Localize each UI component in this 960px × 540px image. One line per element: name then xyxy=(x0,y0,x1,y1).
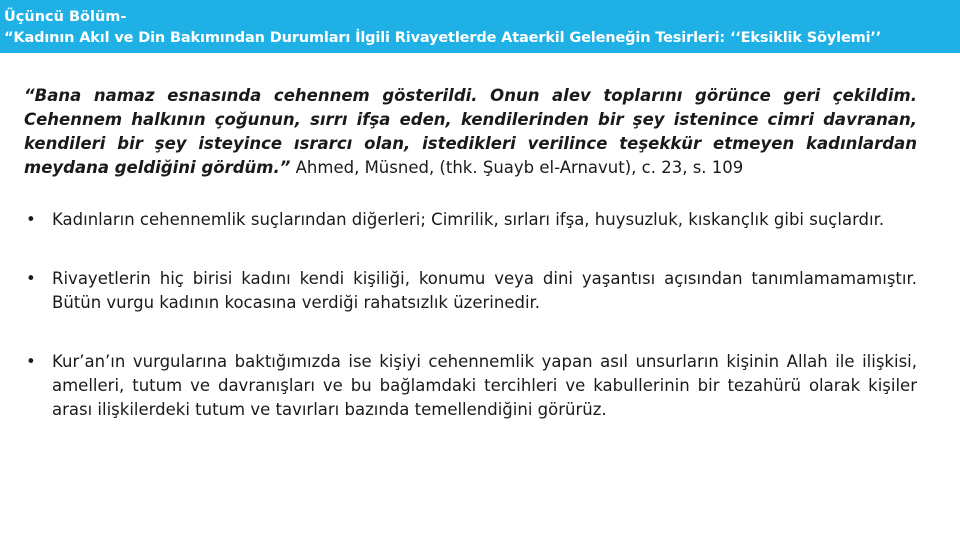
section-subtitle: “Kadının Akıl ve Din Bakımından Durumları İlgili Rivayetlerde Ataerkil Geleneğin Tesirleri: ‘‘Eksiklik Söylemi’’ xyxy=(4,30,882,46)
bullet-text: Rivayetlerin hiç birisi kadını kendi kişiliği, konumu veya dini yaşantısı açısından tanımlamamamıştır. Bütün vurgu kadının kocasına verdiği rahatsızlık üzerinedir. xyxy=(52,269,917,312)
bullet-list xyxy=(24,208,917,422)
quote-text: “Bana namaz esnasında cehennem gösterildi. Onun alev toplarını görünce geri çekildim. Cehennem halkının çoğunun, sırrı ifşa eden, kendilerinden bir şey istenince cimri davranan, kendileri bir şey isteyince ısrarcı olan, istedikleri verilince teşekkür etmeyen kadınlardan meydana geldiğini gördüm.” xyxy=(24,86,917,177)
quote-citation: Ahmed, Müsned, (thk. Şuayb el-Arnavut), c. 23, s. 109 xyxy=(290,158,744,177)
bullet-text: Kur’an’ın vurgularına baktığımızda ise kişiyi cehennemlik yapan asıl unsurların kişinin Allah ile ilişkisi, amelleri, tutum ve davranışları ve bu bağlamdaki tercihleri ve kabullerinin bir tezahürü olarak kişiler arası ilişkilerdeki tutum ve tavırları bazında temellendiğini görürüz. xyxy=(52,352,917,419)
title-bar xyxy=(0,0,960,53)
list-item xyxy=(24,208,917,232)
list-item xyxy=(24,267,917,315)
quote-block xyxy=(24,84,917,180)
bullet-marker: • xyxy=(26,210,36,229)
bullet-text: Kadınların cehennemlik suçlarından diğerleri; Cimrilik, sırları ifşa, huysuzluk, kıskançlık gibi suçlardır. xyxy=(52,210,885,229)
section-title: Üçüncü Bölüm- xyxy=(4,9,127,25)
bullet-marker: • xyxy=(26,269,36,288)
bullet-marker: • xyxy=(26,352,36,371)
hadith-quote xyxy=(24,84,917,180)
list-item xyxy=(24,350,917,422)
